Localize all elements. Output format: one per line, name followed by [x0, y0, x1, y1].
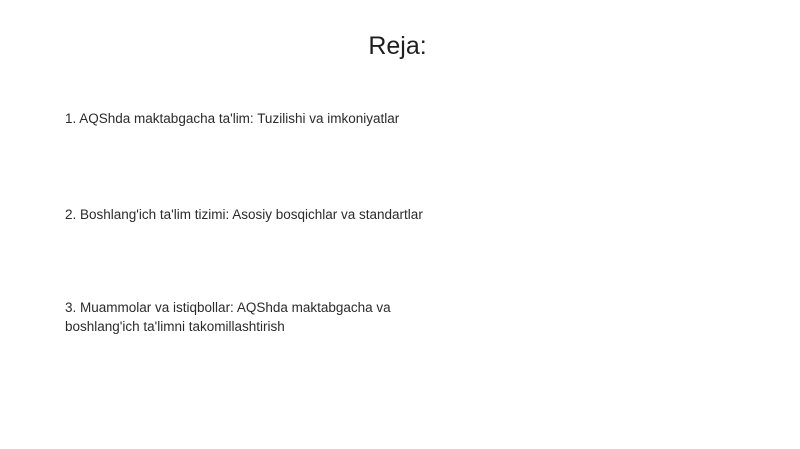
plan-item-3: 3. Muammolar va istiqbollar: AQShda maktabgacha va boshlang'ich ta'limni takomillashtirish — [65, 300, 391, 334]
plan-item-2: 2. Boshlang'ich ta'lim tizimi: Asosiy bosqichlar va standartlar — [65, 207, 423, 222]
slide-title: Reja: — [368, 32, 427, 60]
plan-item-1: 1. AQShda maktabgacha ta'lim: Tuzilishi va imkoniyatlar — [65, 111, 400, 126]
